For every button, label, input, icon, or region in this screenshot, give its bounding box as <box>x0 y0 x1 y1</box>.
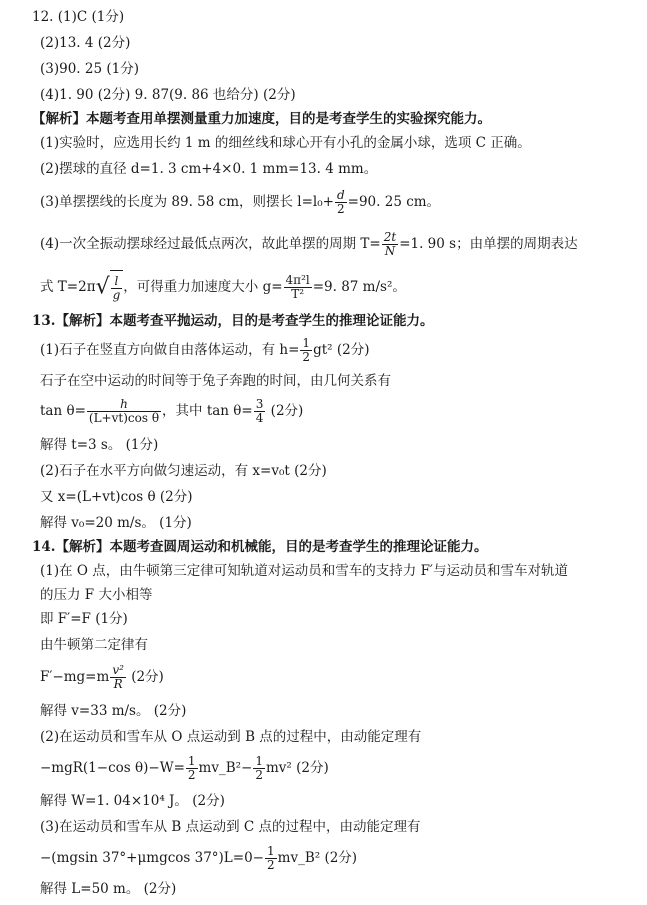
q14-c11-fraction <box>265 845 277 872</box>
q14-c5-pre: F′−mg=m <box>40 669 110 685</box>
q13-line-7: 解得 v₀=20 m/s。 (1分) <box>40 515 192 531</box>
q14-c8-fraction <box>186 755 198 782</box>
q14-c8-num: 1 <box>187 754 196 768</box>
q13-line-1 <box>40 334 647 366</box>
q14-c5-fraction <box>110 664 126 691</box>
q13-b3-pre: tan θ= <box>40 403 86 419</box>
q12-a3-fraction <box>335 189 347 216</box>
q14-line-7: (2)在运动员和雪车从 O 点运动到 B 点的过程中，由动能定理有 <box>40 729 422 745</box>
q14-c8-num2: 1 <box>255 754 263 768</box>
q14-line-6: 解得 v=33 m/s。 (2分) <box>40 703 187 719</box>
q14-heading: 14.【解析】本题考查圆周运动和机械能，目的是考查学生的推理论证能力。 <box>32 539 488 555</box>
q13-b3-num: h <box>87 398 161 412</box>
q13-b3-den2: 4 <box>255 411 264 425</box>
q12-a4-num: 2t <box>383 230 397 244</box>
q13-b3-fraction <box>87 398 161 425</box>
q12-a3-den: 2 <box>336 202 345 216</box>
q13-line-6: 又 x=(L+vt)cos θ (2分) <box>40 489 193 505</box>
q13-b3-num2: 3 <box>255 397 264 411</box>
q14-c8-den: 2 <box>187 768 196 782</box>
q13-b3-post: (2分) <box>266 403 304 419</box>
q12-a3-post: =90. 25 cm。 <box>347 194 441 210</box>
q12-a5-sden: g <box>112 288 121 302</box>
q13-b1-post: gt² (2分) <box>313 342 370 358</box>
q14-c5-num: v² <box>112 663 124 677</box>
q14-line-8 <box>40 752 647 784</box>
q14-c8-post: mv² (2分) <box>266 760 329 776</box>
q12-a5-mid: ，可得重力加速度大小 g= <box>123 279 283 295</box>
q12-a5-snum: l <box>111 275 123 289</box>
q14-c8-fraction-2 <box>253 755 265 782</box>
q12-answer-1: 12. (1)C (1分) <box>32 9 125 25</box>
q14-line-4: 由牛顿第二定律有 <box>40 637 148 653</box>
q14-line-12: 解得 L=50 m。 (2分) <box>40 881 177 897</box>
q14-line-2: 的压力 F 大小相等 <box>40 587 153 603</box>
q13-b3-mid: ，其中 tan θ= <box>162 403 253 419</box>
q12-a3-num: d <box>336 188 345 202</box>
q13-line-5: (2)石子在水平方向做匀速运动，有 x=v₀t (2分) <box>40 463 327 479</box>
q14-c11-num: 1 <box>267 844 275 858</box>
q12-analysis-heading: 【解析】本题考查用单摆测量重力加速度，目的是考查学生的实验探究能力。 <box>32 111 491 127</box>
q12-a5-den: T² <box>291 287 305 301</box>
q12-analysis-3 <box>40 186 647 218</box>
q13-b3-den: (L+vt)cos θ <box>88 411 160 425</box>
q13-line-2: 石子在空中运动的时间等于兔子奔跑的时间，由几何关系有 <box>40 373 391 389</box>
q13-b1-fraction <box>300 337 312 364</box>
q12-analysis-1: (1)实验时，应选用长约 1 m 的细丝线和球心开有小孔的金属小球，选项 C 正确。 <box>40 135 531 151</box>
q12-answer-3: (3)90. 25 (1分) <box>40 61 139 77</box>
q12-a5-pre: 式 T=2π <box>40 279 96 295</box>
q14-line-10: (3)在运动员和雪车从 B 点运动到 C 点的过程中，由动能定理有 <box>40 819 421 835</box>
q14-line-3: 即 F′=F (1分) <box>40 611 128 627</box>
q13-line-4: 解得 t=3 s。 (1分) <box>40 437 159 453</box>
q13-b3-fraction-2 <box>254 398 266 425</box>
q12-a4-pre: (4)一次全振动摆球经过最低点两次，故此单摆的周期 T= <box>40 236 381 252</box>
q12-a5-sqrt-fraction <box>111 275 123 302</box>
q12-analysis-2: (2)摆球的直径 d=1. 3 cm+4×0. 1 mm=13. 4 mm。 <box>40 161 378 177</box>
q12-a5-fraction <box>284 274 312 301</box>
q12-a4-post: =1. 90 s；由单摆的周期表达 <box>399 236 578 252</box>
q14-c5-den: R <box>113 677 123 691</box>
q14-line-9: 解得 W=1. 04×10⁴ J。 (2分) <box>40 793 225 809</box>
q12-a5-post: =9. 87 m/s²。 <box>312 279 406 295</box>
q14-c11-pre: −(mgsin 37°+μmgcos 37°)L=0− <box>40 850 264 866</box>
q14-c11-den: 2 <box>267 858 275 872</box>
q12-a4-den: N <box>384 244 396 258</box>
q13-b1-pre: (1)石子在竖直方向做自由落体运动，有 h= <box>40 342 300 358</box>
q12-a5-num: 4π²l <box>285 273 310 287</box>
q12-analysis-4 <box>40 228 647 260</box>
q12-a4-fraction <box>382 231 398 258</box>
q14-c8-den2: 2 <box>255 768 263 782</box>
q12-answer-2: (2)13. 4 (2分) <box>40 35 131 51</box>
q14-line-11 <box>40 842 647 874</box>
q12-answer-4: (4)1. 90 (2分) 9. 87(9. 86 也给分) (2分) <box>40 87 296 103</box>
sqrt-symbol: √ $\frac{l}{g}$ <box>96 270 124 305</box>
q13-b1-num: 1 <box>302 336 311 350</box>
q14-line-1: (1)在 O 点，由牛顿第三定律可知轨道对运动员和雪车的支持力 F′与运动员和雪车对轨道 <box>40 563 568 579</box>
q13-line-3 <box>40 394 647 428</box>
q13-b1-den: 2 <box>302 350 311 364</box>
q13-heading: 13.【解析】本题考查平抛运动，目的是考查学生的推理论证能力。 <box>32 313 434 329</box>
q14-c8-pre: −mgR(1−cos θ)−W= <box>40 760 185 776</box>
q14-c8-mid: mv_B²− <box>198 760 253 776</box>
q12-a3-pre: (3)单摆摆线的长度为 89. 58 cm，则摆长 l=l₀+ <box>40 194 334 210</box>
q14-line-5 <box>40 660 647 694</box>
q14-c5-post: (2分) <box>126 669 164 685</box>
q14-c11-post: mv_B² (2分) <box>277 850 358 866</box>
q12-analysis-5 <box>40 270 647 305</box>
